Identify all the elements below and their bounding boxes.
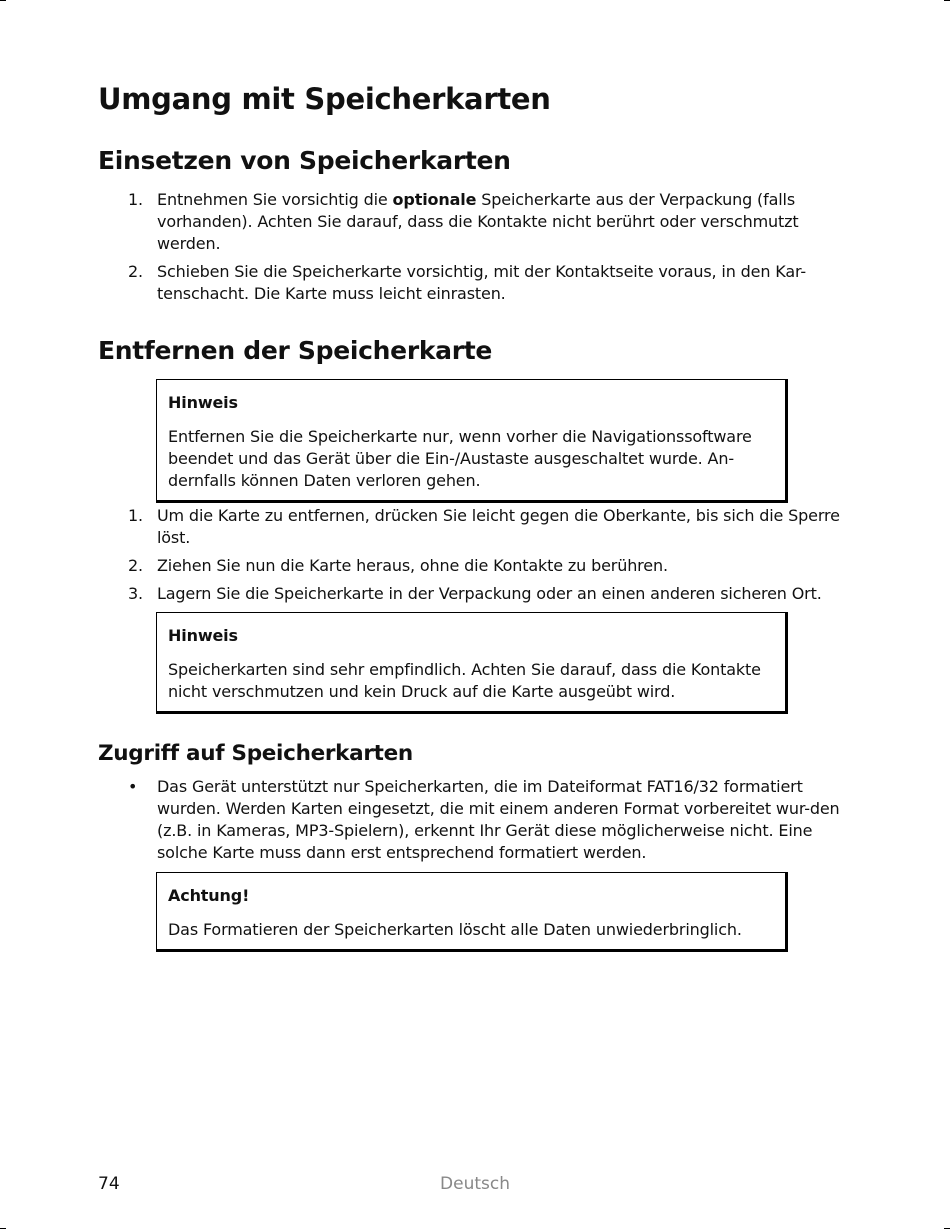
note-title: Hinweis [168,393,238,412]
step-number: 2. [128,262,143,281]
crop-mark-top-right [944,0,950,1]
step-text-post: Speicherkarte aus der Verpackung (falls vorhanden). Achten Sie darauf, dass die Kontakte nicht berührt oder verschmutzt werden. [157,190,799,253]
access-bullet-list [98,776,858,864]
heading-access-cards: Zugriff auf Speicherkarten [98,741,413,766]
list-item [98,583,858,605]
insert-steps-list [98,189,858,305]
bullet-text: Das Gerät unterstützt nur Speicherkarten, die im Dateiformat FAT16/32 formatiert wurden. Werden Karten eingesetzt, die mit einem anderen Format vorbereitet wur-den (z.B. in Kameras, MP3-Spielern), erkennt Ihr Gerät diese möglicherweise nicht. Eine solche Karte muss dann erst entsprechend formatiert werden. [157,777,840,862]
page-number: 74 [98,1174,120,1194]
list-item [98,776,858,864]
heading-remove-card: Entfernen der Speicherkarte [98,336,493,365]
note-text: Entfernen Sie die Speicherkarte nur, wenn vorher die Navigationssoftware beendet und das Gerät über die Ein-/Austaste ausgeschaltet wurde. An-dernfalls können Daten verloren gehen. [168,427,752,490]
footer-language: Deutsch [440,1174,510,1194]
note-box [156,379,788,503]
step-text: Lagern Sie die Speicherkarte in der Verpackung oder an einen anderen sicheren Ort. [157,584,822,603]
step-text: Um die Karte zu entfernen, drücken Sie leicht gegen die Oberkante, bis sich die Sperre löst. [157,506,840,547]
step-number: 3. [128,584,143,603]
note-box [156,612,788,714]
bullet-marker: • [128,777,138,796]
remove-steps-list [98,505,858,605]
warning-box [156,872,788,952]
step-text-pre: Entnehmen Sie vorsichtig die [157,190,393,209]
step-number: 2. [128,556,143,575]
crop-mark-top-left [0,0,6,1]
step-text-bold: optionale [392,190,477,209]
note-text: Speicherkarten sind sehr empfindlich. Achten Sie darauf, dass die Kontakte nicht verschmutzen und kein Druck auf die Karte ausgeübt wird. [168,660,761,701]
note-title: Hinweis [168,626,238,645]
step-text: Ziehen Sie nun die Karte heraus, ohne die Kontakte zu berühren. [157,556,668,575]
list-item [98,555,858,577]
list-item [98,261,858,305]
list-item [98,189,858,255]
page-title: Umgang mit Speicherkarten [98,82,551,116]
step-number: 1. [128,190,143,209]
warning-text: Das Formatieren der Speicherkarten löscht alle Daten unwiederbringlich. [168,920,742,939]
step-number: 1. [128,506,143,525]
warning-title: Achtung! [168,886,250,905]
step-text: Schieben Sie die Speicherkarte vorsichtig, mit der Kontaktseite voraus, in den Kar-tenschacht. Die Karte muss leicht einrasten. [157,262,807,303]
list-item [98,505,858,549]
heading-insert-cards: Einsetzen von Speicherkarten [98,146,511,175]
